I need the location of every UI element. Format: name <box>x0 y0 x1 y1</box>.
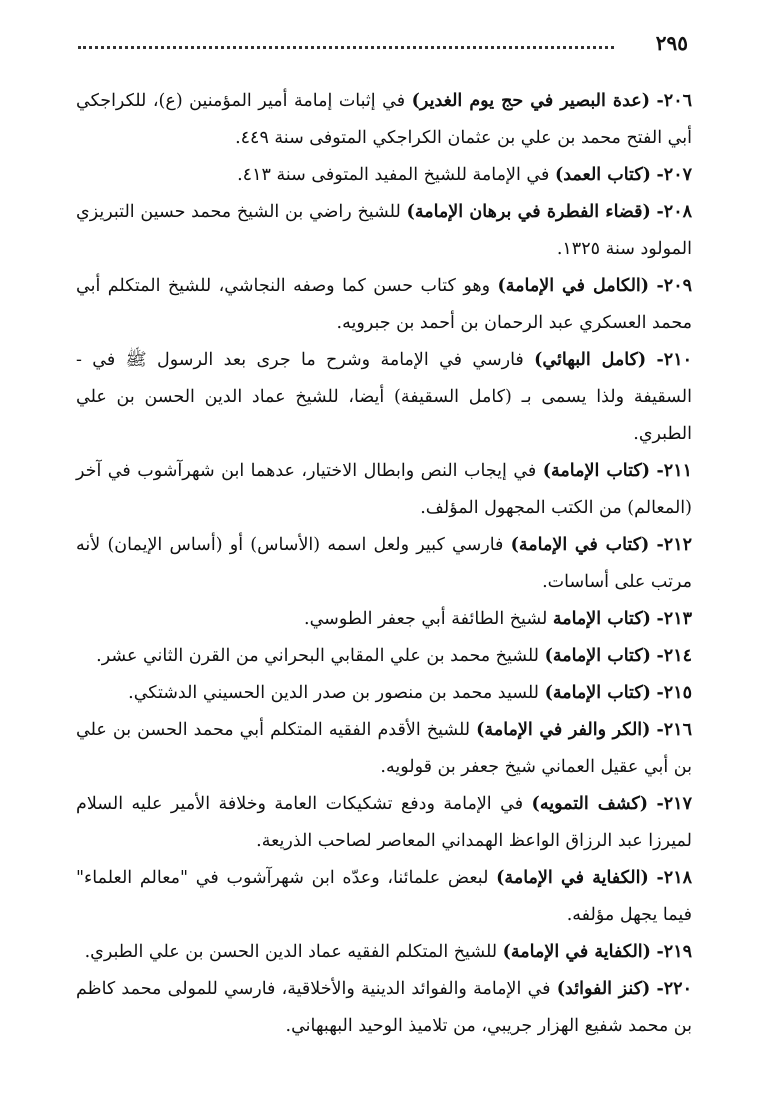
entry-number: ٢١٥- <box>656 683 692 703</box>
entry-description: فارسي في الإمامة وشرح ما جرى بعد الرسول ﷺ في - السقيفة ولذا يسمى بـ (كامل السقيفة) أيضا، للشيخ عماد الدين الحسن بن علي الطبري. <box>76 350 692 444</box>
entry-description: للشيخ المتكلم الفقيه عماد الدين الحسن بن علي الطبري. <box>84 942 503 962</box>
entries-list <box>76 83 692 1045</box>
entry-description: في الإمامة للشيخ المفيد المتوفى سنة ٤١٣. <box>237 165 555 185</box>
list-item <box>76 712 692 786</box>
page-header <box>78 28 688 62</box>
list-item <box>76 157 692 194</box>
header-dotted-rule <box>78 46 614 49</box>
list-item <box>76 527 692 601</box>
entry-description: للشيخ الأقدم الفقيه المتكلم أبي محمد الحسن بن علي بن أبي عقيل العماني شيخ جعفر بن قولويه. <box>76 720 692 777</box>
entry-description: في الإمامة والفوائد الدينية والأخلاقية، فارسي للمولى محمد كاظم بن محمد شفيع الهزار جريبي، من تلاميذ الوحيد البهبهاني. <box>76 979 692 1036</box>
entry-title: (كتاب في الإمامة) <box>510 535 650 555</box>
entry-title: (الكفاية في الإمامة) <box>496 868 649 888</box>
entry-number: ٢١٣- <box>656 609 692 629</box>
entry-description: فارسي كبير ولعل اسمه (الأساس) أو (أساس الإيمان) لأنه مرتب على أساسات. <box>76 535 692 592</box>
list-item <box>76 934 692 971</box>
entry-title: (كنز الفوائد) <box>556 979 651 999</box>
list-item <box>76 453 692 527</box>
page-number: ٢٩٥ <box>655 31 688 55</box>
entry-number: ٢١٢- <box>656 535 692 555</box>
list-item <box>76 971 692 1045</box>
entry-title: (الكفاية في الإمامة) <box>502 942 651 962</box>
entry-description: لبعض علمائنا، وعدّه ابن شهرآشوب في "معالم العلماء" فيما يجهل مؤلفه. <box>76 868 692 925</box>
entry-number: ٢١١- <box>656 461 692 481</box>
entry-description: للشيخ راضي بن الشيخ محمد حسين التبريزي المولود سنة ١٣٢٥. <box>76 202 692 259</box>
entry-description: في إثبات إمامة أمير المؤمنين (ع)، للكراجكي أبي الفتح محمد بن علي بن عثمان الكراجكي المتوفى سنة ٤٤٩. <box>76 91 692 148</box>
entry-number: ٢١٨- <box>656 868 692 888</box>
entry-number: ٢١٠- <box>656 350 692 370</box>
entry-number: ٢١٦- <box>656 720 692 740</box>
entry-number: ٢٠٩- <box>656 276 692 296</box>
list-item <box>76 268 692 342</box>
entry-number: ٢١٩- <box>656 942 692 962</box>
list-item <box>76 638 692 675</box>
entry-title: (الكر والفر في الإمامة) <box>476 720 651 740</box>
entry-description: لشيخ الطائفة أبي جعفر الطوسي. <box>304 609 553 629</box>
entry-description: للشيخ محمد بن علي المقابي البحراني من القرن الثاني عشر. <box>96 646 545 666</box>
list-item <box>76 342 692 453</box>
entry-number: ٢٠٧- <box>656 165 692 185</box>
entry-description: في الإمامة ودفع تشكيكات العامة وخلافة الأمير عليه السلام لميرزا عبد الرزاق الواعظ الهمداني المعاصر لصاحب الذريعة. <box>76 794 692 851</box>
entry-title: (كتاب الإمامة) <box>542 461 651 481</box>
list-item <box>76 860 692 934</box>
entry-title: (كتاب الإمامة <box>552 609 651 629</box>
entry-title: (كتاب الإمامة) <box>544 683 651 703</box>
entry-number: ٢٠٨- <box>656 202 692 222</box>
entry-title: (قضاء الفطرة في برهان الإمامة) <box>406 202 651 222</box>
list-item <box>76 601 692 638</box>
entry-number: ٢٢٠- <box>656 979 692 999</box>
list-item <box>76 194 692 268</box>
entry-description: وهو كتاب حسن كما وصفه النجاشي، للشيخ المتكلم أبي محمد العسكري عبد الرحمان بن أحمد بن جبرويه. <box>76 276 692 333</box>
entry-number: ٢١٤- <box>656 646 692 666</box>
list-item <box>76 83 692 157</box>
entry-title: (كتاب العمد) <box>554 165 651 185</box>
entry-number: ٢١٧- <box>656 794 692 814</box>
entry-number: ٢٠٦- <box>656 91 692 111</box>
entry-title: (كامل البهائي) <box>534 350 647 370</box>
entry-description: للسيد محمد بن منصور بن صدر الدين الحسيني الدشتكي. <box>128 683 545 703</box>
list-item <box>76 675 692 712</box>
entry-title: (كتاب الإمامة) <box>544 646 651 666</box>
list-item <box>76 786 692 860</box>
entry-description: في إيجاب النص وابطال الاختيار، عدهما ابن شهرآشوب في آخر (المعالم) من الكتب المجهول المؤلف. <box>76 461 692 518</box>
entry-title: (كشف التمويه) <box>531 794 649 814</box>
entry-title: (الكامل في الإمامة) <box>497 276 650 296</box>
entry-title: (عدة البصير في حج يوم الغدير) <box>411 91 650 111</box>
